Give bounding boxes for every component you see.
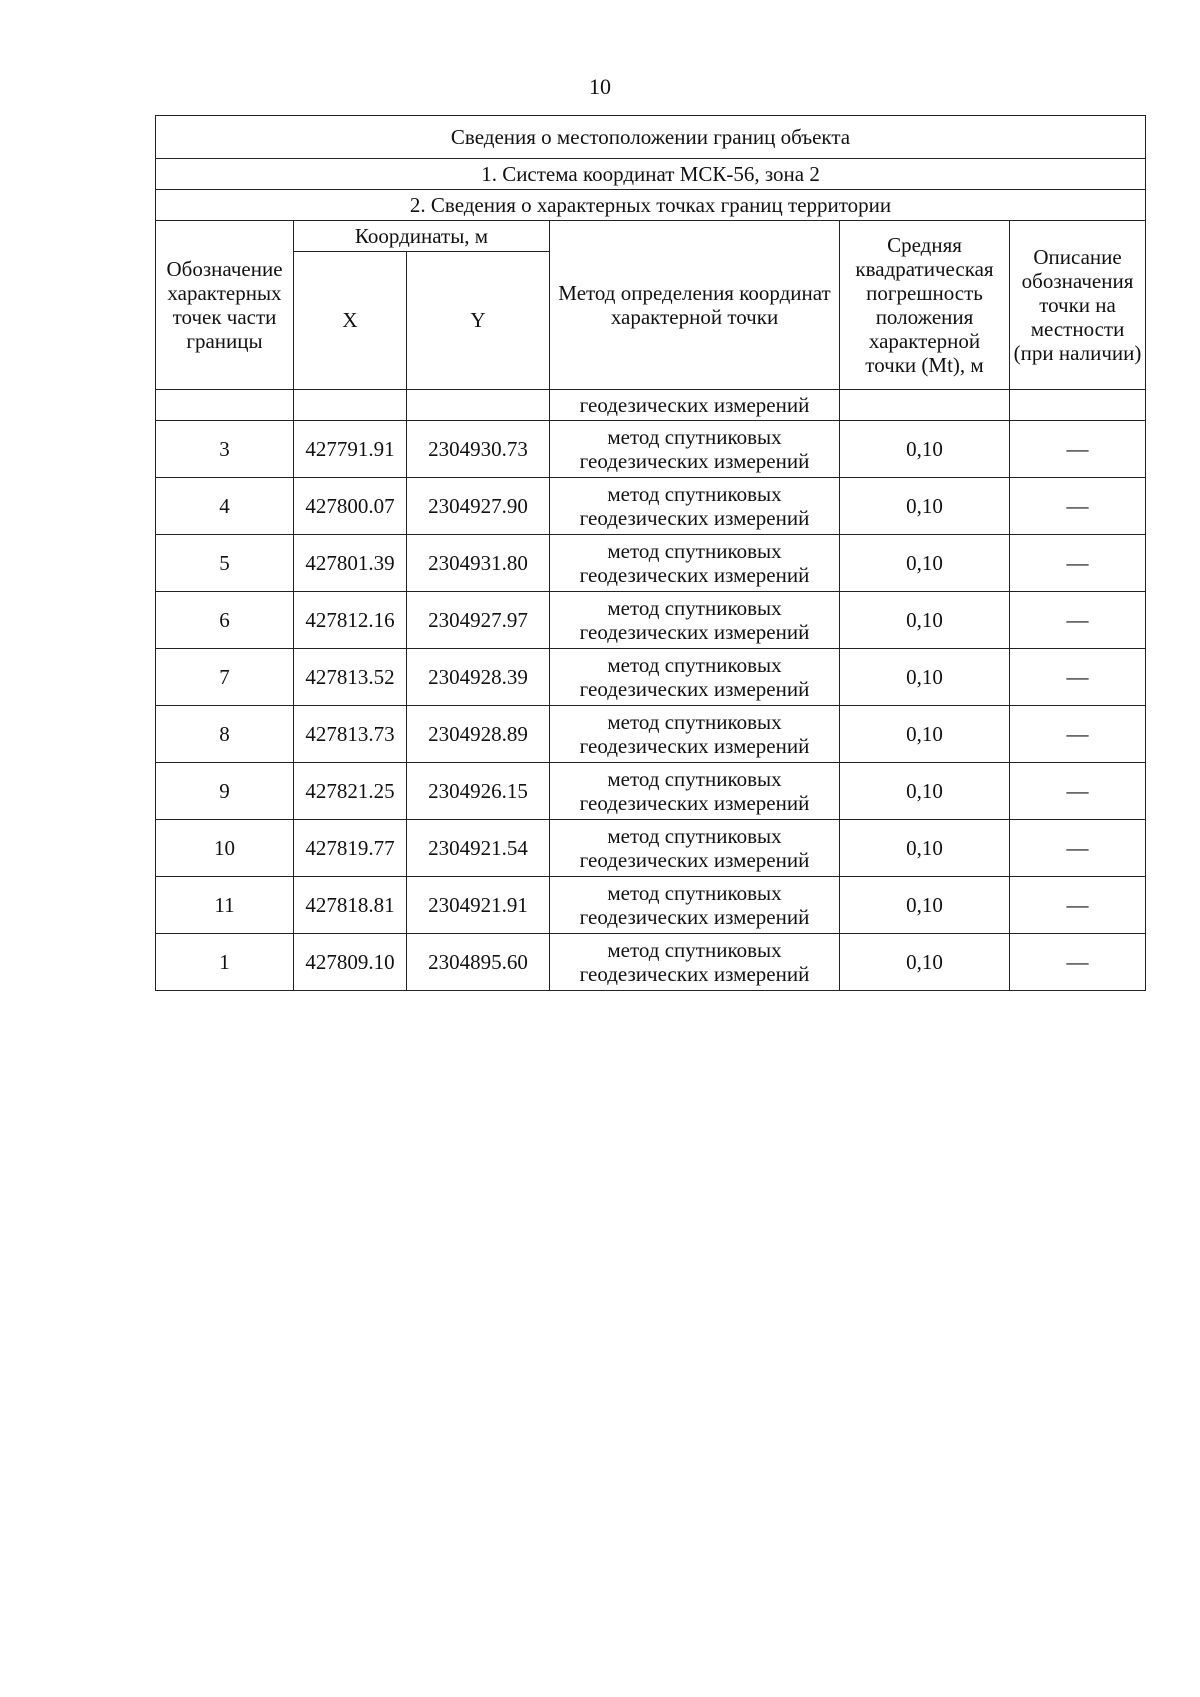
header-y: Y	[407, 252, 550, 390]
header-point: Обозначение характерных точек части границы	[156, 221, 294, 390]
continuation-text: геодезических измерений	[550, 390, 840, 421]
cell-error: 0,10	[840, 934, 1010, 991]
cell-method: метод спутниковых геодезических измерений	[550, 478, 840, 535]
cell-y: 2304927.97	[407, 592, 550, 649]
cell-x: 427801.39	[294, 535, 407, 592]
cell-x: 427800.07	[294, 478, 407, 535]
cell-x: 427821.25	[294, 763, 407, 820]
header-x: X	[294, 252, 407, 390]
cell-y: 2304921.54	[407, 820, 550, 877]
cell-description: —	[1010, 535, 1146, 592]
cell-x: 427819.77	[294, 820, 407, 877]
table-row	[156, 421, 1146, 478]
cell-x: 427809.10	[294, 934, 407, 991]
table-row	[156, 592, 1146, 649]
cell-point: 10	[156, 820, 294, 877]
cell-description: —	[1010, 877, 1146, 934]
cell-method: метод спутниковых геодезических измерений	[550, 592, 840, 649]
cell-description: —	[1010, 763, 1146, 820]
cell-description: —	[1010, 421, 1146, 478]
cell-error: 0,10	[840, 877, 1010, 934]
cell-description: —	[1010, 934, 1146, 991]
cell-point: 8	[156, 706, 294, 763]
cell-description: —	[1010, 649, 1146, 706]
cell-y: 2304895.60	[407, 934, 550, 991]
table-title: Сведения о местоположении границ объекта	[156, 116, 1146, 159]
cell-error: 0,10	[840, 535, 1010, 592]
cell-method: метод спутниковых геодезических измерений	[550, 535, 840, 592]
cell-method: метод спутниковых геодезических измерений	[550, 820, 840, 877]
boundary-points-table	[155, 115, 1146, 991]
cell-method: метод спутниковых геодезических измерений	[550, 421, 840, 478]
cont-cell-empty	[1010, 390, 1146, 421]
header-error: Средняя квадратическая погрешность положения характерной точки (Mt), м	[840, 221, 1010, 390]
cell-description: —	[1010, 706, 1146, 763]
cont-cell-empty	[840, 390, 1010, 421]
cell-point: 11	[156, 877, 294, 934]
table-row	[156, 535, 1146, 592]
cell-method: метод спутниковых геодезических измерений	[550, 706, 840, 763]
page-number: 10	[589, 74, 611, 99]
cell-error: 0,10	[840, 649, 1010, 706]
cell-x: 427813.73	[294, 706, 407, 763]
cell-error: 0,10	[840, 478, 1010, 535]
header-coords: Координаты, м	[294, 221, 550, 252]
cell-y: 2304931.80	[407, 535, 550, 592]
cell-error: 0,10	[840, 421, 1010, 478]
cont-cell-empty	[407, 390, 550, 421]
cell-error: 0,10	[840, 706, 1010, 763]
cell-point: 3	[156, 421, 294, 478]
cell-y: 2304926.15	[407, 763, 550, 820]
cell-description: —	[1010, 592, 1146, 649]
cell-y: 2304928.89	[407, 706, 550, 763]
cell-point: 1	[156, 934, 294, 991]
header-description: Описание обозначения точки на местности (при наличии)	[1010, 221, 1146, 390]
table-row	[156, 763, 1146, 820]
cell-method: метод спутниковых геодезических измерений	[550, 877, 840, 934]
cell-point: 6	[156, 592, 294, 649]
table-row	[156, 934, 1146, 991]
section-title: 2. Сведения о характерных точках границ территории	[156, 190, 1146, 221]
table-row	[156, 877, 1146, 934]
cell-method: метод спутниковых геодезических измерений	[550, 934, 840, 991]
cell-x: 427791.91	[294, 421, 407, 478]
cell-description: —	[1010, 820, 1146, 877]
table-row	[156, 706, 1146, 763]
cell-x: 427818.81	[294, 877, 407, 934]
cell-point: 4	[156, 478, 294, 535]
cell-y: 2304928.39	[407, 649, 550, 706]
cell-point: 7	[156, 649, 294, 706]
cell-point: 9	[156, 763, 294, 820]
cont-cell-empty	[156, 390, 294, 421]
table-row	[156, 649, 1146, 706]
cell-method: метод спутниковых геодезических измерений	[550, 763, 840, 820]
table-row	[156, 820, 1146, 877]
cell-y: 2304930.73	[407, 421, 550, 478]
cont-cell-empty	[294, 390, 407, 421]
cell-x: 427812.16	[294, 592, 407, 649]
cell-error: 0,10	[840, 763, 1010, 820]
cell-point: 5	[156, 535, 294, 592]
cell-y: 2304927.90	[407, 478, 550, 535]
cell-y: 2304921.91	[407, 877, 550, 934]
coord-system: 1. Система координат МСК-56, зона 2	[156, 159, 1146, 190]
cell-error: 0,10	[840, 820, 1010, 877]
cell-x: 427813.52	[294, 649, 407, 706]
table-row	[156, 478, 1146, 535]
header-method: Метод определения координат характерной точки	[550, 221, 840, 390]
cell-error: 0,10	[840, 592, 1010, 649]
cell-description: —	[1010, 478, 1146, 535]
cell-method: метод спутниковых геодезических измерений	[550, 649, 840, 706]
